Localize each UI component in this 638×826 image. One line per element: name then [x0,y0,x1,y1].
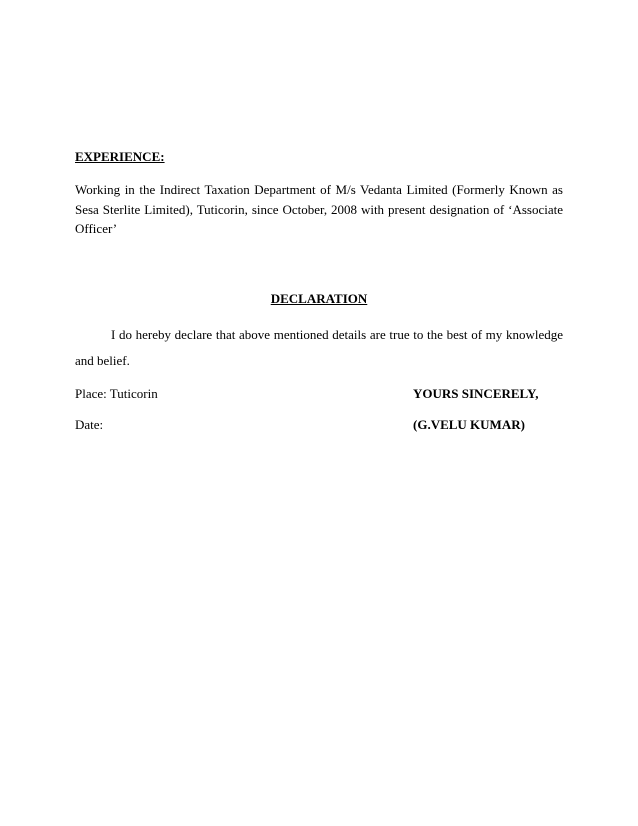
declaration-heading: DECLARATION [270,291,368,306]
place-line: Place: Tuticorin [75,386,158,401]
declaration-paragraph: I do hereby declare that above mentioned details are true to the best of my knowledge and belief. [75,327,563,368]
date-line: Date: [75,417,104,432]
signatory-name: (G.VELU KUMAR) [413,417,525,432]
closing-salutation: YOURS SINCERELY, [413,386,539,401]
experience-paragraph: Working in the Indirect Taxation Department of M/s Vedanta Limited (Formerly Known as Sesa Sterlite Limited), Tuticorin, since October, 2008 with present designation of ‘Associate Officer’ [75,182,563,236]
experience-heading: EXPERIENCE: [75,149,165,164]
